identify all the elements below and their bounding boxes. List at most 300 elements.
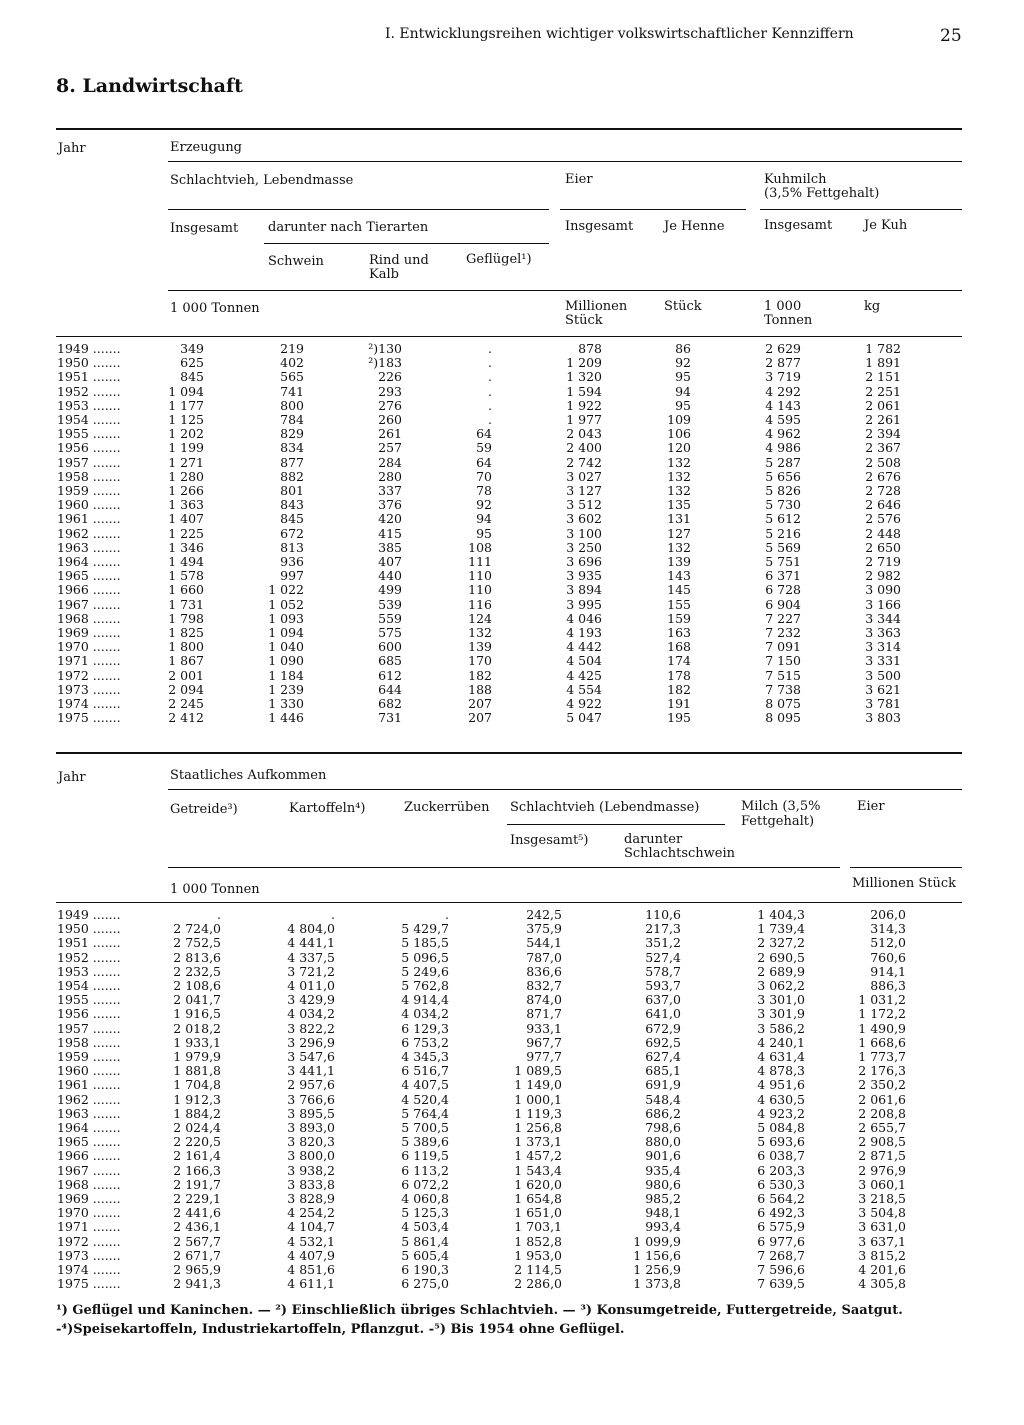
table-cell: 2 176,3 bbox=[858, 1063, 906, 1079]
row-year-cell: 1952 ....... bbox=[57, 949, 121, 965]
table2-header-darunter: darunter bbox=[624, 832, 683, 847]
table-cell: 933,1 bbox=[526, 1020, 562, 1036]
table-cell: 5 125,3 bbox=[401, 1205, 449, 1221]
table-cell: 64 bbox=[476, 426, 492, 442]
table-cell: 261 bbox=[378, 426, 402, 442]
table-cell: 1 660 bbox=[168, 582, 204, 598]
table-cell: 2 261 bbox=[865, 412, 901, 427]
table-cell: 3 719 bbox=[765, 369, 801, 385]
table-cell: 672,9 bbox=[645, 1020, 681, 1036]
table1-header-gefluegel: Geflügel¹) bbox=[466, 252, 532, 267]
table-cell: 3 296,9 bbox=[287, 1034, 335, 1050]
table2-header-milch-fett: Fettgehalt) bbox=[741, 814, 815, 829]
table-cell: 4 442 bbox=[566, 639, 602, 655]
table1-unit-stueck: Stück bbox=[664, 299, 702, 314]
table-cell: 337 bbox=[378, 483, 402, 498]
table-cell: 2 441,6 bbox=[173, 1205, 221, 1221]
table-cell: 7 639,5 bbox=[757, 1276, 805, 1292]
table-cell: 6 203,3 bbox=[757, 1162, 805, 1178]
row-year-cell: 1950 ....... bbox=[57, 355, 121, 371]
table-cell: 4 193 bbox=[566, 625, 602, 640]
table-cell: 110 bbox=[468, 582, 492, 598]
table-cell: 3 781 bbox=[865, 696, 901, 711]
table-cell: 4 914,4 bbox=[401, 992, 449, 1008]
table-cell: 1 773,7 bbox=[858, 1049, 906, 1064]
table-cell: 4 201,6 bbox=[858, 1262, 906, 1277]
table-cell: 139 bbox=[667, 554, 691, 569]
table-cell: 5 429,7 bbox=[401, 921, 449, 937]
table-cell: 627,4 bbox=[645, 1049, 681, 1064]
table-cell: 1 891 bbox=[865, 355, 901, 371]
table-cell: 188 bbox=[468, 681, 492, 697]
table-cell: 1 852,8 bbox=[514, 1233, 562, 1249]
row-year-cell: 1972 ....... bbox=[57, 1233, 121, 1249]
table-cell: 376 bbox=[378, 497, 402, 513]
table-cell: 1 884,2 bbox=[173, 1105, 221, 1121]
table-cell: 59 bbox=[476, 440, 492, 456]
table-cell: 6 371 bbox=[765, 568, 801, 584]
table-cell: 95 bbox=[675, 397, 691, 413]
table-cell: 155 bbox=[667, 596, 691, 612]
table1-header-milch-insgesamt: Insgesamt bbox=[764, 218, 833, 233]
table-cell: 4 441,1 bbox=[287, 935, 335, 951]
table-cell: 935,4 bbox=[645, 1162, 681, 1178]
table-cell: 4 878,3 bbox=[757, 1063, 805, 1079]
table-cell: 3 895,5 bbox=[287, 1105, 335, 1121]
table1-header-kuhmilch-fett: (3,5% Fettgehalt) bbox=[764, 186, 880, 201]
table-cell: 625 bbox=[180, 355, 204, 371]
table-cell: 135 bbox=[667, 497, 691, 513]
table-cell: 170 bbox=[468, 653, 492, 669]
table1-top-rule bbox=[56, 128, 962, 130]
table-cell: 131 bbox=[667, 511, 691, 527]
table-cell: 575 bbox=[378, 625, 402, 640]
table-cell: 4 595 bbox=[765, 412, 801, 427]
table-cell: 6 516,7 bbox=[401, 1063, 449, 1079]
table-cell: 1 912,3 bbox=[173, 1091, 221, 1107]
table-cell: 6 113,2 bbox=[401, 1162, 449, 1178]
table-cell: 2 018,2 bbox=[173, 1020, 221, 1036]
table-cell: 548,4 bbox=[645, 1091, 681, 1107]
table-cell: 4 104,7 bbox=[287, 1219, 335, 1235]
row-year-cell: 1970 ....... bbox=[57, 639, 121, 655]
table-cell: 2 650 bbox=[865, 539, 901, 555]
table-cell: 4 630,5 bbox=[757, 1091, 805, 1107]
table-cell: 191 bbox=[667, 696, 691, 711]
table-cell: 132 bbox=[667, 454, 691, 470]
table2-header-kartoffeln: Kartoffeln⁴) bbox=[289, 801, 366, 816]
table-cell: 5 730 bbox=[765, 497, 801, 513]
table-cell: 1 000,1 bbox=[514, 1091, 562, 1107]
table-cell: 70 bbox=[476, 468, 492, 484]
table-cell: 1 373,8 bbox=[633, 1276, 681, 1292]
table1-rule-erzeugung bbox=[168, 161, 962, 162]
table-cell: 1 040 bbox=[268, 639, 304, 655]
row-year-cell: 1951 ....... bbox=[57, 935, 121, 951]
table1-header-darunter: darunter nach Tierarten bbox=[268, 220, 429, 235]
table1-unit-millionen-stueck: Stück bbox=[565, 313, 603, 328]
table-cell: 565 bbox=[280, 369, 304, 385]
table-cell: 5 751 bbox=[765, 554, 801, 569]
table-cell: 4 254,2 bbox=[287, 1205, 335, 1221]
table-cell: 593,7 bbox=[645, 978, 681, 993]
table-cell: 284 bbox=[378, 454, 402, 470]
table-cell: 612 bbox=[378, 667, 402, 683]
table2-header-schlachtschwein: Schlachtschwein bbox=[624, 846, 736, 861]
table-cell: 3 500 bbox=[865, 667, 901, 683]
row-year-cell: 1956 ....... bbox=[57, 1006, 121, 1022]
table2-header-schlachtvieh: Schlachtvieh (Lebendmasse) bbox=[510, 800, 700, 815]
table-cell: 351,2 bbox=[645, 935, 681, 951]
table-cell: 1 052 bbox=[268, 596, 304, 612]
table-cell: 1 271 bbox=[168, 454, 204, 470]
table-cell: 2 400 bbox=[566, 440, 602, 456]
table-cell: 980,6 bbox=[645, 1176, 681, 1192]
table-cell: 886,3 bbox=[870, 978, 906, 993]
table-cell: 6 530,3 bbox=[757, 1176, 805, 1192]
table2-header-staatliches: Staatliches Aufkommen bbox=[170, 768, 327, 783]
table-cell: 3 301,0 bbox=[757, 992, 805, 1008]
table-cell: 829 bbox=[280, 426, 304, 442]
table-cell: 7 515 bbox=[765, 667, 801, 683]
table-cell: 1 256,8 bbox=[514, 1120, 562, 1135]
row-year-cell: 1961 ....... bbox=[57, 511, 121, 527]
table-cell: 6 904 bbox=[765, 596, 801, 612]
table-cell: 1 119,3 bbox=[514, 1105, 562, 1121]
table-cell: 882 bbox=[280, 468, 304, 484]
table-cell: 2 151 bbox=[865, 369, 901, 385]
table-cell: 800 bbox=[280, 397, 304, 413]
table-cell: 195 bbox=[667, 710, 691, 726]
table-cell: 1 266 bbox=[168, 483, 204, 498]
row-year-cell: 1949 ....... bbox=[57, 907, 121, 922]
row-year-cell: 1950 ....... bbox=[57, 921, 121, 937]
table-cell: 2 690,5 bbox=[757, 949, 805, 965]
table-cell: 2 229,1 bbox=[173, 1191, 221, 1206]
table-cell: 92 bbox=[476, 497, 492, 513]
table-cell: 914,1 bbox=[870, 963, 906, 979]
table-cell: 5 826 bbox=[765, 483, 801, 498]
table-cell: 1 490,9 bbox=[858, 1020, 906, 1036]
table-cell: 2 629 bbox=[765, 341, 801, 356]
table-cell: 6 038,7 bbox=[757, 1148, 805, 1164]
table1-rule-schlachtvieh bbox=[168, 209, 549, 210]
table-cell: 512,0 bbox=[870, 935, 906, 951]
table2-header-zuckerrueben: Zuckerrüben bbox=[404, 800, 490, 815]
table-cell: 111 bbox=[468, 554, 492, 569]
table-cell: 1 156,6 bbox=[633, 1247, 681, 1263]
table-cell: 600 bbox=[378, 639, 402, 655]
table-cell: 1 916,5 bbox=[173, 1006, 221, 1022]
table2-header-eier: Eier bbox=[857, 799, 885, 814]
table-cell: 86 bbox=[675, 341, 691, 356]
row-year-cell: 1965 ....... bbox=[57, 568, 121, 584]
table-cell: . bbox=[488, 397, 492, 413]
table-cell: 127 bbox=[667, 525, 691, 541]
table-cell: 94 bbox=[675, 383, 691, 399]
row-year-cell: 1966 ....... bbox=[57, 582, 121, 598]
table-cell: 385 bbox=[378, 539, 402, 555]
table-cell: 2 508 bbox=[865, 454, 901, 470]
running-head: I. Entwicklungsreihen wichtiger volkswirtschaftlicher Kennziffern bbox=[385, 26, 854, 42]
table-cell: 1 979,9 bbox=[173, 1049, 221, 1064]
table-cell: 1 093 bbox=[268, 610, 304, 626]
table-cell: . bbox=[488, 355, 492, 371]
table-cell: 2 412 bbox=[168, 710, 204, 726]
table-cell: 578,7 bbox=[645, 963, 681, 979]
page-number: 25 bbox=[940, 26, 962, 46]
table-cell: 1 933,1 bbox=[173, 1034, 221, 1050]
table-cell: 784 bbox=[280, 412, 304, 427]
table-cell: 901,6 bbox=[645, 1148, 681, 1164]
table1-header-eier: Eier bbox=[565, 172, 593, 187]
table-cell: 4 611,1 bbox=[287, 1276, 335, 1292]
table-cell: 2 982 bbox=[865, 568, 901, 584]
table-cell: 110,6 bbox=[645, 907, 681, 922]
row-year-cell: 1968 ....... bbox=[57, 1176, 121, 1192]
table1-unit-millionen: Millionen bbox=[565, 299, 628, 314]
table-cell: 692,5 bbox=[645, 1034, 681, 1050]
table-cell: 3 062,2 bbox=[757, 978, 805, 993]
table-cell: 2 094 bbox=[168, 681, 204, 697]
table-cell: . bbox=[488, 341, 492, 356]
table-cell: 5 047 bbox=[566, 710, 602, 726]
row-year-cell: 1965 ....... bbox=[57, 1134, 121, 1150]
table-cell: 731 bbox=[378, 710, 402, 726]
table-cell: 3 331 bbox=[865, 653, 901, 669]
table-cell: 95 bbox=[675, 369, 691, 385]
table-cell: 1 731 bbox=[168, 596, 204, 612]
table-cell: 3 828,9 bbox=[287, 1191, 335, 1206]
table-cell: 1 739,4 bbox=[757, 921, 805, 937]
row-year-cell: 1958 ....... bbox=[57, 468, 121, 484]
table-cell: 686,2 bbox=[645, 1105, 681, 1121]
table-cell: 276 bbox=[378, 397, 402, 413]
row-year-cell: 1951 ....... bbox=[57, 369, 121, 385]
row-year-cell: 1957 ....... bbox=[57, 454, 121, 470]
table-cell: 5 612 bbox=[765, 511, 801, 527]
table-cell: 3 250 bbox=[566, 539, 602, 555]
table-cell: 2 191,7 bbox=[173, 1176, 221, 1192]
row-year-cell: 1963 ....... bbox=[57, 539, 121, 555]
table-cell: 7 738 bbox=[765, 681, 801, 697]
table-cell: 2 436,1 bbox=[173, 1219, 221, 1235]
table-cell: 260 bbox=[378, 412, 402, 427]
table-cell: 6 129,3 bbox=[401, 1020, 449, 1036]
row-year-cell: 1969 ....... bbox=[57, 1191, 121, 1206]
table-cell: 106 bbox=[667, 426, 691, 442]
row-year-cell: 1972 ....... bbox=[57, 667, 121, 683]
table-cell: 6 575,9 bbox=[757, 1219, 805, 1235]
table-cell: 936 bbox=[280, 554, 304, 569]
table-cell: 3 894 bbox=[566, 582, 602, 598]
table-cell: 832,7 bbox=[526, 978, 562, 993]
table-cell: 64 bbox=[476, 454, 492, 470]
table-cell: 3 766,6 bbox=[287, 1091, 335, 1107]
table-cell: 4 046 bbox=[566, 610, 602, 626]
table-cell: ²)130 bbox=[368, 341, 402, 356]
table-cell: 2 728 bbox=[865, 483, 901, 498]
table-cell: 4 986 bbox=[765, 440, 801, 456]
row-year-cell: 1973 ....... bbox=[57, 1247, 121, 1263]
row-year-cell: 1962 ....... bbox=[57, 1091, 121, 1107]
table-cell: 1 172,2 bbox=[858, 1006, 906, 1022]
table-cell: 3 637,1 bbox=[858, 1233, 906, 1249]
table-cell: 798,6 bbox=[645, 1120, 681, 1135]
row-year-cell: 1966 ....... bbox=[57, 1148, 121, 1164]
table-cell: 877 bbox=[280, 454, 304, 470]
table-cell: 2 041,7 bbox=[173, 992, 221, 1008]
table1-unit-kg: kg bbox=[864, 299, 881, 314]
table-cell: 3 363 bbox=[865, 625, 901, 640]
table1-header-jahr: Jahr bbox=[58, 141, 86, 156]
row-year-cell: 1973 ....... bbox=[57, 681, 121, 697]
table-cell: 7 091 bbox=[765, 639, 801, 655]
table-cell: 4 034,2 bbox=[287, 1006, 335, 1022]
table-cell: 4 337,5 bbox=[287, 949, 335, 965]
table2-rule-units bbox=[168, 867, 840, 868]
table-cell: 3 314 bbox=[865, 639, 901, 655]
table1-header-kuhmilch: Kuhmilch bbox=[764, 172, 827, 187]
table-cell: 4 060,8 bbox=[401, 1191, 449, 1206]
table-cell: 3 803 bbox=[865, 710, 901, 726]
table1-header-je-kuh: Je Kuh bbox=[864, 218, 908, 233]
table-cell: 2 161,4 bbox=[173, 1148, 221, 1164]
table-cell: 6 728 bbox=[765, 582, 801, 598]
table-cell: 4 951,6 bbox=[757, 1077, 805, 1093]
footnotes: ¹) Geflügel und Kaninchen. — ²) Einschließlich übriges Schlachtvieh. — ³) Konsumgetreide, Futtergetreide, Saatgut. -⁴)Speisekartoffeln, Industriekartoffeln, Pflanzgut. -⁵) Bis 1954 ohne Geflügel. bbox=[56, 1303, 903, 1337]
table-cell: 3 127 bbox=[566, 483, 602, 498]
table-cell: 4 631,4 bbox=[757, 1049, 805, 1064]
table-cell: 544,1 bbox=[526, 935, 562, 951]
table-cell: 1 867 bbox=[168, 653, 204, 669]
table-cell: 1 280 bbox=[168, 468, 204, 484]
table-cell: 644 bbox=[378, 681, 402, 697]
table1-header-erzeugung: Erzeugung bbox=[170, 140, 243, 155]
row-year-cell: 1967 ....... bbox=[57, 1162, 121, 1178]
table-cell: 5 389,6 bbox=[401, 1134, 449, 1150]
table-cell: 5 096,5 bbox=[401, 949, 449, 965]
table-cell: 760,6 bbox=[870, 949, 906, 965]
table-cell: 3 344 bbox=[865, 610, 901, 626]
table2-header-insgesamt: Insgesamt⁵) bbox=[510, 833, 589, 848]
table-cell: 1 578 bbox=[168, 568, 204, 584]
table-cell: 836,6 bbox=[526, 963, 562, 979]
row-year-cell: 1962 ....... bbox=[57, 525, 121, 541]
table-cell: 2 567,7 bbox=[173, 1233, 221, 1249]
table-cell: 1 446 bbox=[268, 710, 304, 726]
table-cell: 5 249,6 bbox=[401, 963, 449, 979]
table2-unit-millionen-stueck: Millionen Stück bbox=[852, 876, 956, 891]
table-cell: 5 762,8 bbox=[401, 978, 449, 993]
row-year-cell: 1971 ....... bbox=[57, 1219, 121, 1235]
row-year-cell: 1959 ....... bbox=[57, 1049, 121, 1064]
table-cell: 139 bbox=[468, 639, 492, 655]
row-year-cell: 1968 ....... bbox=[57, 610, 121, 626]
table1-rule-units bbox=[168, 290, 962, 291]
table-cell: 1 202 bbox=[168, 426, 204, 442]
table-cell: 1 363 bbox=[168, 497, 204, 513]
table-cell: 2 208,8 bbox=[858, 1105, 906, 1121]
table-cell: 2 655,7 bbox=[858, 1120, 906, 1135]
table-cell: 1 594 bbox=[566, 383, 602, 399]
table-cell: 813 bbox=[280, 539, 304, 555]
table-cell: 95 bbox=[476, 525, 492, 541]
row-year-cell: 1958 ....... bbox=[57, 1034, 121, 1050]
row-year-cell: 1957 ....... bbox=[57, 1020, 121, 1036]
table-cell: 3 504,8 bbox=[858, 1205, 906, 1221]
table1-bottom-rule bbox=[56, 752, 962, 754]
table-cell: 143 bbox=[667, 568, 691, 584]
table-cell: 4 804,0 bbox=[287, 921, 335, 937]
table-cell: 1 209 bbox=[566, 355, 602, 371]
table-cell: 685 bbox=[378, 653, 402, 669]
table-cell: 4 240,1 bbox=[757, 1034, 805, 1050]
table-cell: 1 256,9 bbox=[633, 1262, 681, 1277]
table2-rule-schlachtvieh bbox=[507, 824, 725, 825]
table-cell: 1 031,2 bbox=[858, 992, 906, 1008]
table-cell: 1 099,9 bbox=[633, 1233, 681, 1249]
table-cell: 2 689,9 bbox=[757, 963, 805, 979]
table-cell: 641,0 bbox=[645, 1006, 681, 1022]
table-cell: 2 108,6 bbox=[173, 978, 221, 993]
table-cell: 2 220,5 bbox=[173, 1134, 221, 1150]
table-cell: 3 621 bbox=[865, 681, 901, 697]
table-cell: 691,9 bbox=[645, 1077, 681, 1093]
table1-header-kalb: Kalb bbox=[369, 267, 399, 282]
row-year-cell: 1952 ....... bbox=[57, 383, 121, 399]
table-cell: 1 090 bbox=[268, 653, 304, 669]
row-year-cell: 1967 ....... bbox=[57, 596, 121, 612]
row-year-cell: 1953 ....... bbox=[57, 963, 121, 979]
table-cell: 3 820,3 bbox=[287, 1134, 335, 1150]
table-cell: 4 520,4 bbox=[401, 1091, 449, 1107]
table-cell: 1 094 bbox=[268, 625, 304, 640]
table-cell: 967,7 bbox=[526, 1034, 562, 1050]
table-cell: 3 586,2 bbox=[757, 1020, 805, 1036]
table-cell: 2 367 bbox=[865, 440, 901, 456]
table-cell: 116 bbox=[468, 596, 492, 612]
table-cell: 168 bbox=[667, 639, 691, 655]
table-cell: 2 671,7 bbox=[173, 1247, 221, 1263]
table-cell: 5 287 bbox=[765, 454, 801, 470]
table-cell: 3 429,9 bbox=[287, 992, 335, 1008]
table-cell: 5 700,5 bbox=[401, 1120, 449, 1135]
table-cell: 2 646 bbox=[865, 497, 901, 513]
table-cell: 1 654,8 bbox=[514, 1191, 562, 1206]
table-cell: 4 407,5 bbox=[401, 1077, 449, 1093]
table-cell: 3 721,2 bbox=[287, 963, 335, 979]
table-cell: 6 119,5 bbox=[401, 1148, 449, 1164]
row-year-cell: 1954 ....... bbox=[57, 412, 121, 427]
row-year-cell: 1971 ....... bbox=[57, 653, 121, 669]
table2-rule-body bbox=[56, 902, 962, 903]
table-cell: 2 251 bbox=[865, 383, 901, 399]
table-cell: 672 bbox=[280, 525, 304, 541]
table-cell: 1 320 bbox=[566, 369, 602, 385]
table-cell: 4 532,1 bbox=[287, 1233, 335, 1249]
table-cell: 178 bbox=[667, 667, 691, 683]
table-cell: 219 bbox=[280, 341, 304, 356]
table-cell: 1 977 bbox=[566, 412, 602, 427]
table-cell: . bbox=[488, 369, 492, 385]
table-cell: 1 177 bbox=[168, 397, 204, 413]
table-cell: 182 bbox=[667, 681, 691, 697]
table-cell: 3 631,0 bbox=[858, 1219, 906, 1235]
table-cell: 8 075 bbox=[765, 696, 801, 711]
table1-header-schwein: Schwein bbox=[268, 254, 324, 269]
table-cell: 92 bbox=[675, 355, 691, 371]
